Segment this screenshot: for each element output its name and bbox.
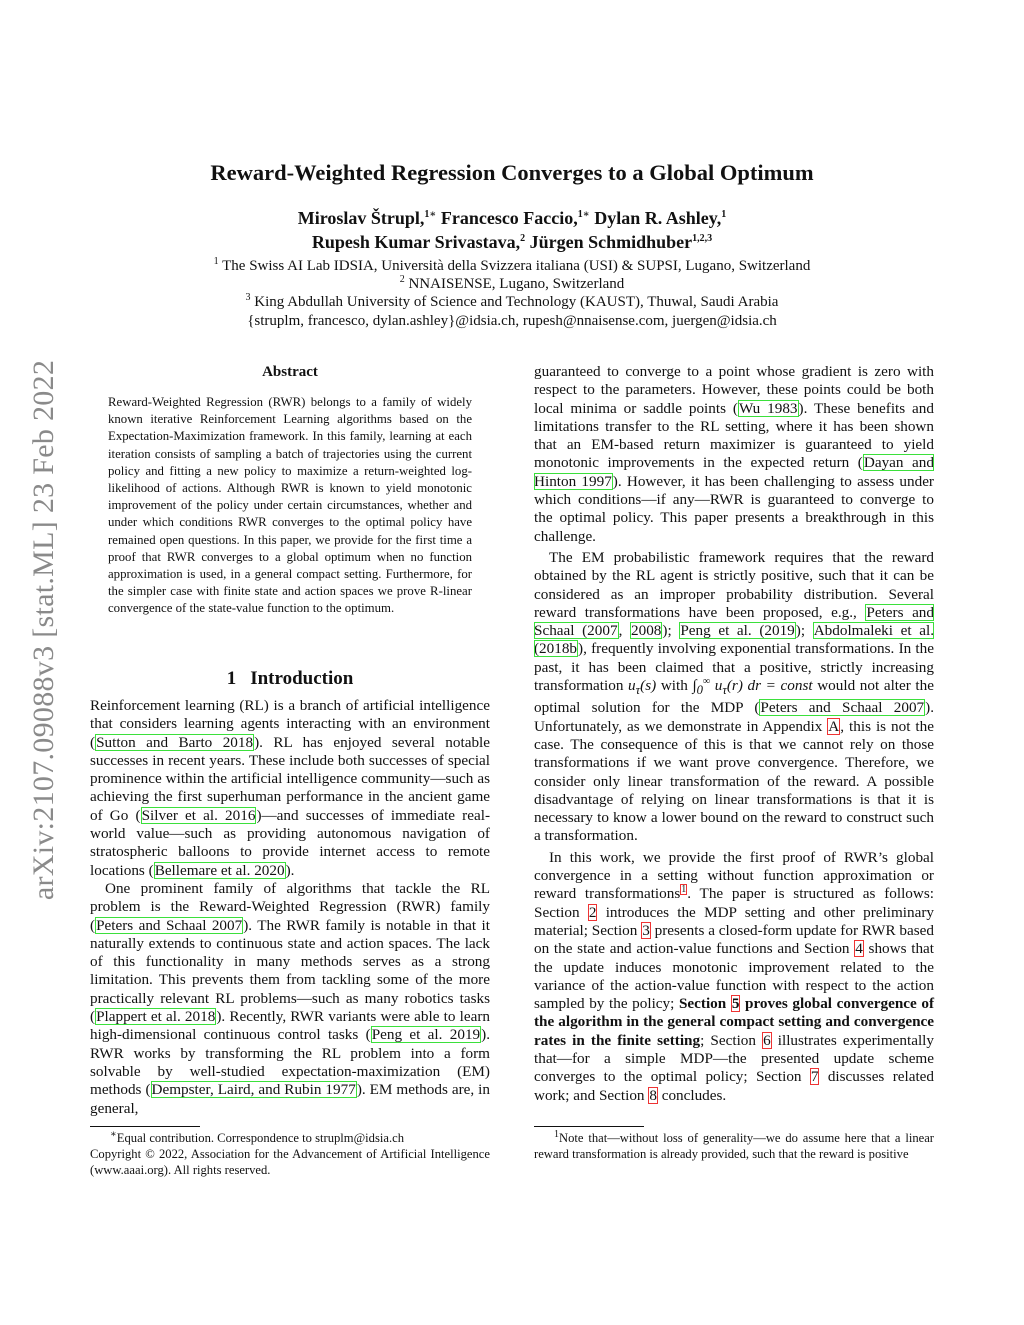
abstract-text: Reward-Weighted Regression (RWR) belongs to a family of widely known iterative Reinforcement Learning algorithms based on the Expectation-Maximization framework. In this family, learning at each iteration consists of sampling a batch of trajectories using the current policy and fitting a new policy to maximize a return-weighted log-likelihood of actions. Although RWR is known to yield monotonic improvement of the policy under certain circumstances, whether and under which conditions RWR converges to the optimal policy have remained open questions. In this paper, we provide for the first time a proof that RWR converges to a global optimum when no function approximation is used, in a general compact setting. Furthermore, for the simpler case with finite state and action spaces we prove R-linear convergence of the state-value function to the optimum. [108, 395, 472, 616]
math-subscript: 0 [696, 683, 703, 698]
text-run: , [618, 622, 631, 640]
author-affil-mark: 1,2,3 [692, 233, 713, 244]
text-run: ; Section [700, 1031, 763, 1049]
text-run: presents a closed-form update for RWR based on the state and action-value functions and Section [534, 921, 934, 958]
citation-link[interactable]: Peters and Schaal 2007 [760, 699, 925, 717]
footnote-mark: ∗ [110, 1128, 117, 1140]
abstract-heading: Abstract [262, 364, 318, 380]
affiliation-1 [0, 258, 1024, 275]
math-symbol: ∫ [692, 677, 697, 695]
math-symbol: u [710, 677, 723, 695]
affiliation-2 [0, 276, 1024, 293]
intro-paragraph-5 [534, 849, 934, 1105]
footnote-mark: 1 [554, 1128, 559, 1140]
text-run: One prominent family of algorithms that tackle the RL problem is the Reward-Weighted Regression (RWR) family ( [90, 879, 490, 934]
citation-link[interactable]: Silver et al. 2016 [141, 806, 256, 824]
text-run: The EM probabilistic framework requires that the reward obtained by the RL agent is strictly positive, such that it can be considered as an improper probability distribution. Several reward transformations have been proposed, e.g., [534, 548, 934, 621]
citation-link[interactable]: Peng et al. 2019 [371, 1026, 481, 1044]
affil-number: 2 [399, 274, 405, 285]
math-symbol: (r) dr = const [726, 677, 813, 695]
citation-link[interactable]: Dayan and Hinton 1997 [534, 454, 934, 490]
text-run: proves global convergence of the algorithm in the general compact setting and convergence rates in the finite setting [534, 995, 934, 1049]
author-line-1 [0, 208, 1024, 229]
citation-link[interactable]: Sutton and Barto 2018 [96, 733, 254, 751]
citation-link[interactable]: Dempster, Laird, and Rubin 1977 [151, 1081, 356, 1099]
author-name: Rupesh Kumar Srivastava, [311, 232, 521, 252]
author-affil-mark: 1 [721, 209, 727, 220]
section-link[interactable]: 3 [642, 921, 650, 939]
footnote-1 [534, 1130, 934, 1162]
text-run: ). RWR works by transforming the RL problem into a form solvable by well-studied expectation-maximization (EM) methods ( [90, 1026, 491, 1099]
section-link[interactable]: 7 [810, 1068, 819, 1086]
citation-link[interactable]: Wu 1983 [738, 399, 798, 417]
section-number: 1 [226, 668, 237, 689]
citation-link[interactable]: Bellemare et al. 2020 [154, 861, 285, 879]
text-run: In this work, we provide the first proof of RWR’s global convergence in a setting without function approximation or reward transformations [534, 848, 934, 903]
text-run: ); [662, 622, 680, 640]
text-run: ); [795, 622, 813, 640]
paper-title: Reward-Weighted Regression Converges to a Global Optimum [210, 160, 814, 185]
text-run: ), frequently involving exponential transformations. In the past, it has been claimed that a positive, strictly increasing transformation [534, 640, 934, 695]
citation-link[interactable]: Peters and Schaal (2007 [534, 603, 934, 640]
author-affil-mark: 1∗ [577, 209, 590, 220]
text-run: Section [678, 995, 731, 1013]
affil-number: 1 [213, 256, 219, 267]
section-link[interactable]: 4 [855, 940, 863, 958]
author-emails: {struplm, francesco, dylan.ashley}@idsia.ch, rupesh@nnaisense.com, juergen@idsia.ch [247, 313, 777, 329]
math-symbol: (s) [640, 677, 657, 695]
text-run: ). However, it has been challenging to assess under which conditions—if any—RWR is guaranteed to converge to the optimal policy. This paper presents a breakthrough in this challenge. [534, 472, 934, 545]
text-run: . The paper is structured as follows: Section [534, 885, 934, 921]
text-run: illustrates experimentally that—for a simple MDP—the presented update scheme converges to the optimal policy; Section [534, 1031, 934, 1086]
text-run: ). The RWR family is notable in that it naturally extends to continuous state and action spaces. The lack of this functionality in many methods serves as a strong limitation. This prevents them from tackling some of the more practically relevant RL problems—such as many robotics tasks ( [90, 916, 490, 1026]
section-link[interactable]: 2 [588, 903, 597, 921]
text-run: )—and successes of immediate real-world value—such as providing autonomous navigation of stratospheric balloons to provide internet access to remote locations ( [90, 806, 490, 879]
section-link[interactable]: 5 [731, 995, 740, 1013]
text-run: Reinforcement learning (RL) is a branch of artificial intelligence that considers learning agents interacting with an environment ( [90, 697, 490, 751]
text-run: introduces the MDP setting and other preliminary material; Section [534, 903, 935, 939]
author-name: Jürgen Schmidhuber [529, 232, 693, 252]
text-run: , this is not the case. The consequence of this is that we cannot rely on those transformations if we want prove convergence. Therefore, we consider only linear transformation of the reward. A possible disadvantage of relying on linear transformations is that it is necessary to know a lower bound on the reward to construct such a transformation. [534, 717, 934, 845]
text-run: discusses related work; and Section [534, 1068, 935, 1104]
footnote-text: Equal contribution. Correspondence to struplm@idsia.ch [116, 1131, 404, 1145]
footnote-equal-contribution [90, 1130, 490, 1146]
citation-link[interactable]: Plappert et al. 2018 [96, 1008, 216, 1026]
text-run: guaranteed to converge to a point whose gradient is zero with respect to the parameters. However, these points could be both local minima or saddle points ( [534, 363, 934, 417]
author-name: Francesco Faccio, [440, 208, 578, 228]
citation-link[interactable]: Peters and Schaal 2007 [96, 916, 243, 934]
text-run: ). Unfortunately, as we demonstrate in Appendix [534, 699, 934, 735]
left-footnotes [90, 1126, 490, 1178]
author-name: Miroslav Štrupl, [297, 208, 425, 228]
text-run: with [656, 677, 693, 695]
math-superscript: ∞ [702, 675, 711, 687]
intro-paragraph-1 [90, 697, 490, 880]
math-inline [628, 677, 657, 698]
text-run: ). [285, 861, 295, 879]
math-subscript: τ [722, 683, 727, 698]
intro-paragraph-3 [534, 363, 934, 546]
affiliation-3 [0, 294, 1024, 311]
math-inline [692, 675, 813, 698]
appendix-link[interactable]: A [828, 717, 840, 735]
author-affil-mark: 1∗ [424, 209, 437, 220]
text-run: shows that the update induces monotonic improvement related to the variance of the action-value function with respect to the action sampled by the policy; [534, 940, 934, 1013]
section-heading-introduction [90, 668, 490, 690]
author-affil-mark: 2 [520, 233, 526, 244]
right-column [534, 363, 934, 1105]
affil-text: King Abdullah University of Science and Technology (KAUST), Thuwal, Saudi Arabia [254, 294, 779, 310]
right-footnotes [534, 1126, 934, 1162]
text-run: ). These benefits and limitations transfer to the RL setting, where it has been shown that an EM-based return maximizer is guaranteed to yield monotonic improvements in the expected return ( [534, 399, 934, 472]
citation-link[interactable]: 2008 [631, 622, 662, 640]
math-symbol: u [628, 677, 636, 695]
section-title: Introduction [250, 668, 354, 689]
text-run: would not alter the optimal solution for the MDP ( [534, 677, 934, 717]
intro-paragraph-2 [90, 880, 490, 1118]
section-link[interactable]: 8 [649, 1086, 657, 1104]
author-line-2 [0, 232, 1024, 253]
footnote-text: Note that—without loss of generality—we do assume here that a linear reward transformation is already provided, such that the reward is positive [534, 1131, 934, 1161]
affil-text: The Swiss AI Lab IDSIA, Università della Svizzera italiana (USI) & SUPSI, Lugano, Switzerland [222, 258, 811, 274]
footnote-rule [90, 1126, 200, 1127]
citation-link[interactable]: Abdolmaleki et al. (2018b [534, 622, 935, 658]
footnote-rule [534, 1126, 644, 1127]
author-name: Dylan R. Ashley, [594, 208, 722, 228]
text-run: ). RL has enjoyed several notable successes in recent years. These include both successes of special prominence within the artificial intelligence community—such as achieving the first superhuman performance in the ancient game of Go ( [90, 733, 490, 824]
intro-paragraph-4 [534, 549, 934, 846]
affil-number: 3 [245, 292, 251, 303]
copyright-notice: Copyright © 2022, Association for the Advancement of Artificial Intelligence (www.aaai.org). All rights reserved. [90, 1147, 490, 1177]
left-column [90, 697, 490, 1118]
affil-text: NNAISENSE, Lugano, Switzerland [408, 276, 625, 292]
math-subscript: τ [635, 683, 641, 698]
section-link[interactable]: 6 [763, 1031, 771, 1049]
arxiv-sidebar-id: arXiv:2107.09088v3 [stat.ML] 23 Feb 2022 [27, 359, 60, 901]
text-run: ). Recently, RWR variants were able to learn high-dimensional continuous control tasks ( [90, 1008, 490, 1044]
citation-link[interactable]: Peng et al. (2019 [680, 622, 795, 640]
text-run: ). EM methods are, in general, [90, 1081, 490, 1117]
footnote-link[interactable]: 1 [681, 884, 687, 896]
text-run: concludes. [657, 1086, 727, 1104]
